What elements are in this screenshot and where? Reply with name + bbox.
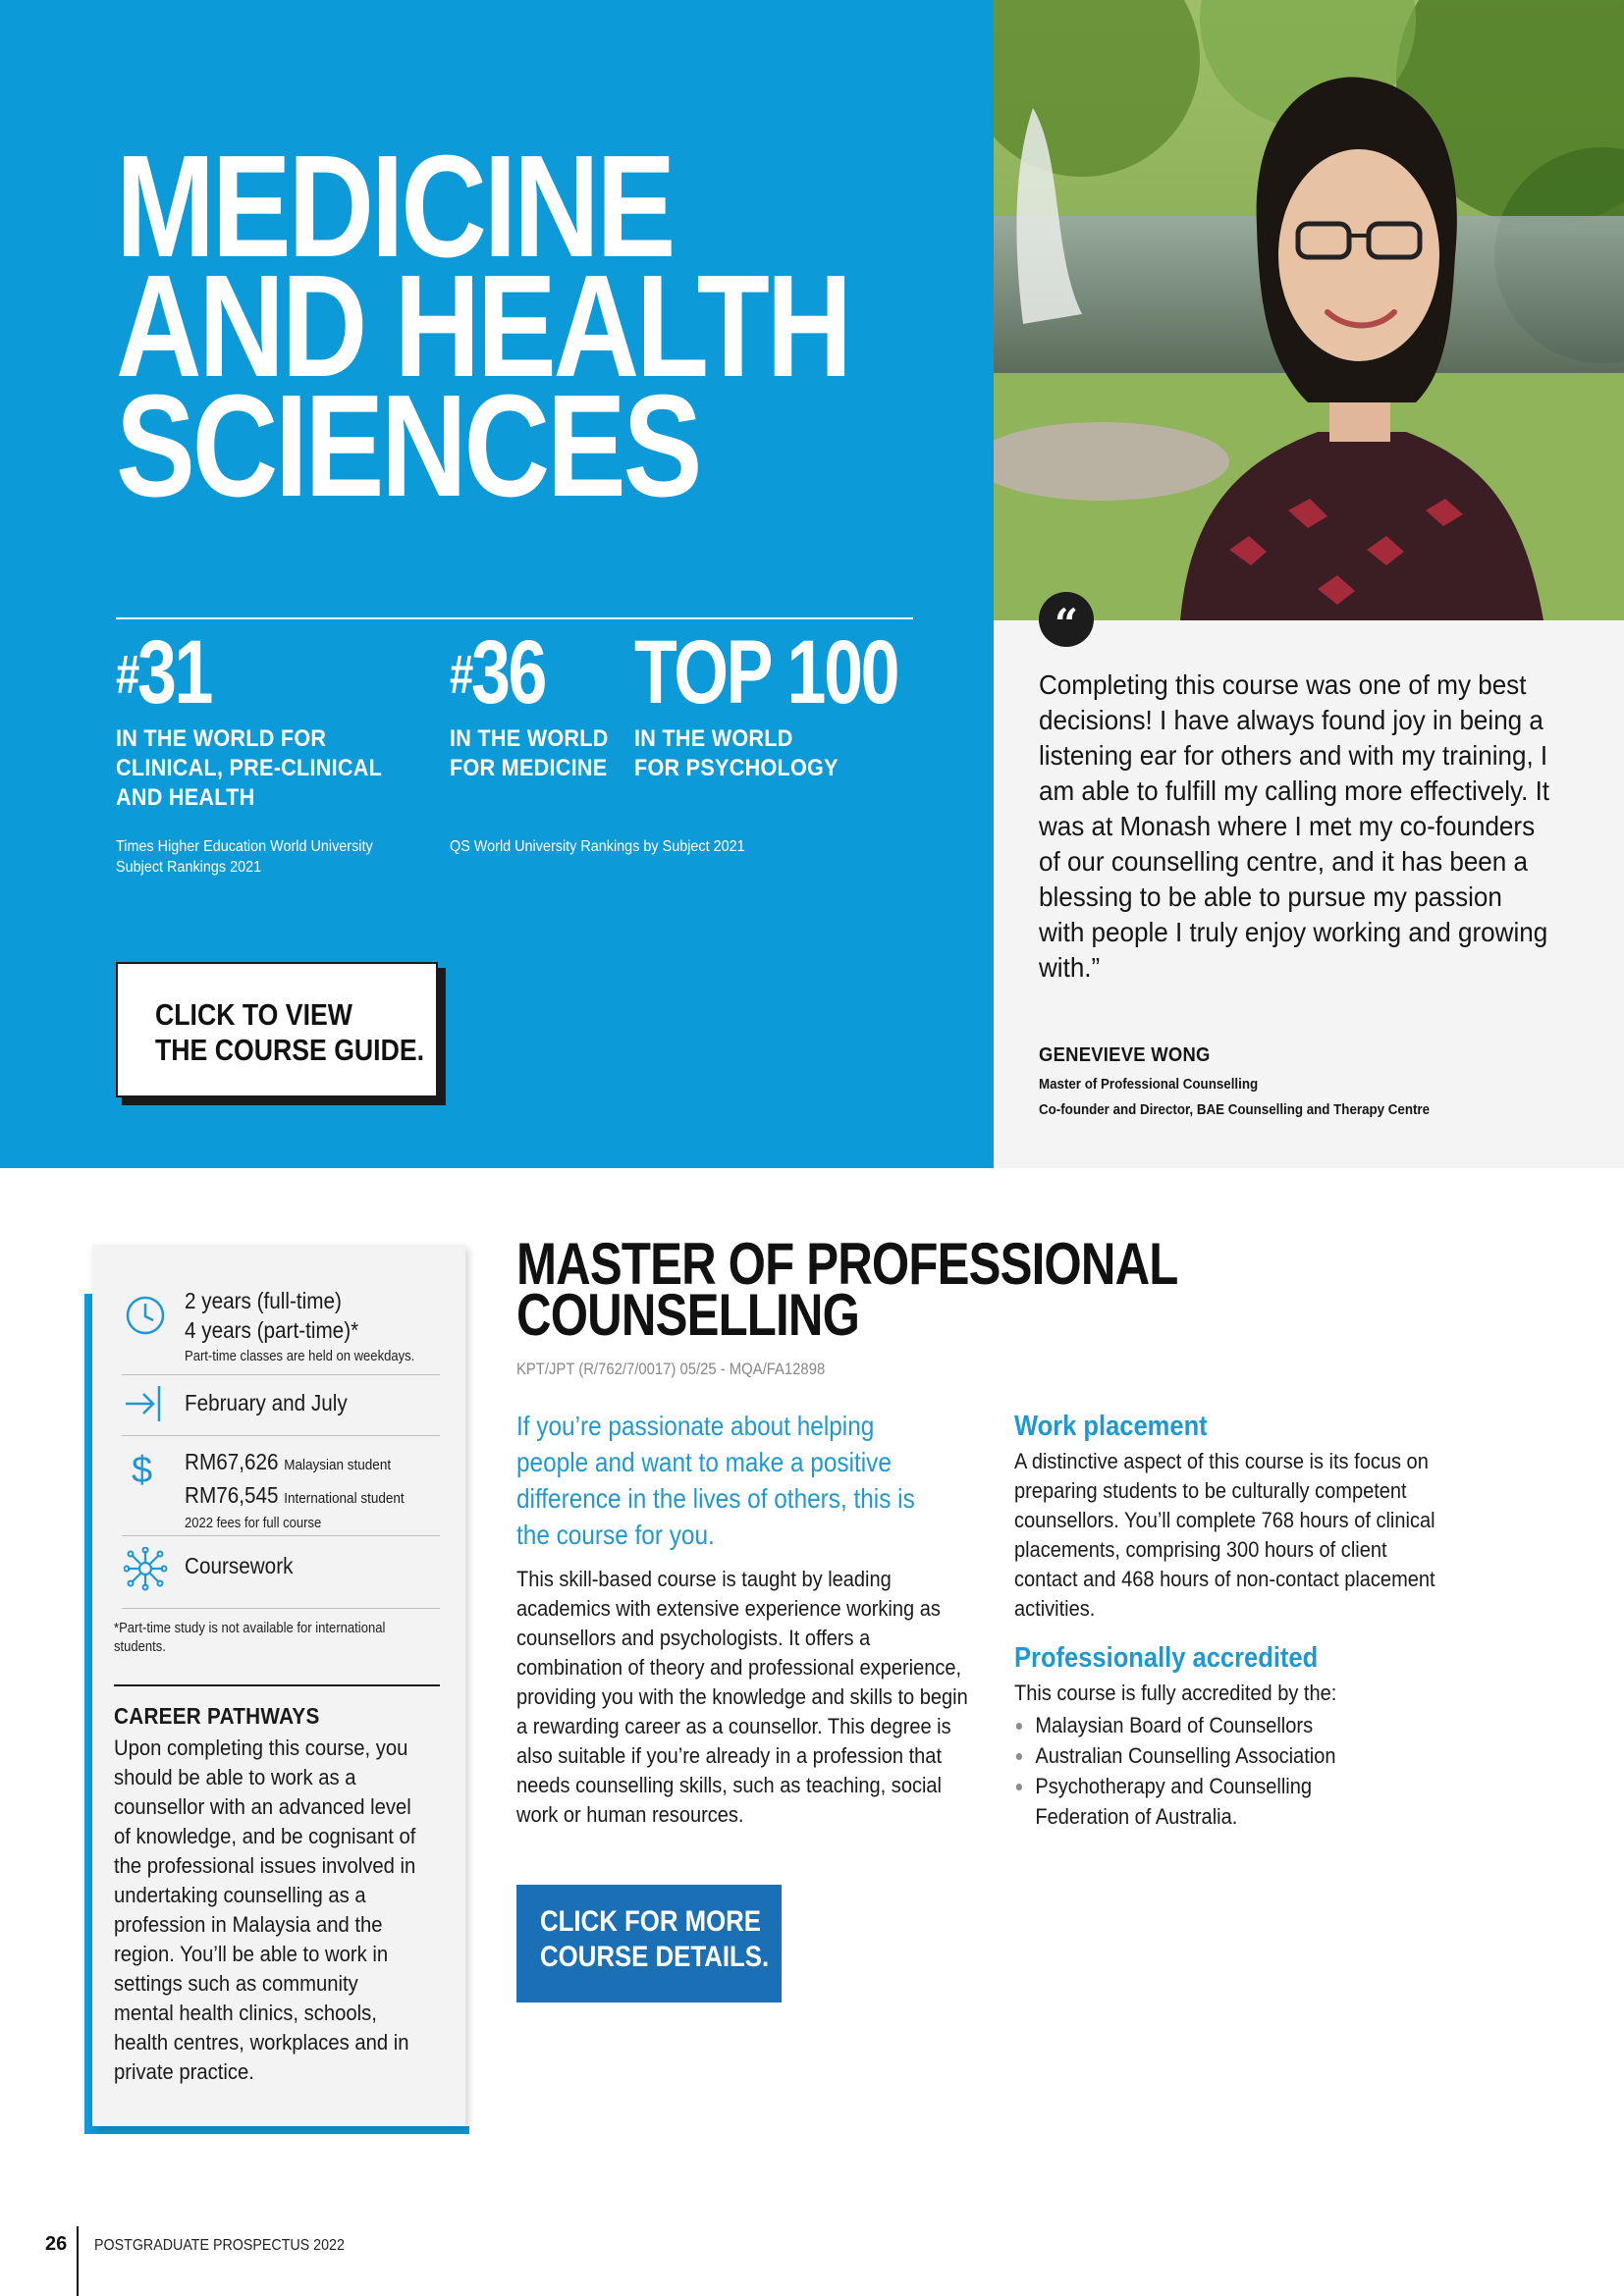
ranking-description: IN THE WORLD FOR MEDICINE [450, 725, 609, 781]
work-placement-text: A distinctive aspect of this course is its focus on preparing students to be culturally competent counsellors. You’ll complete 768 hours of clinical placements, comprising 300 hours of client contact and 468 hours of non-contact placement activities. [1014, 1449, 1435, 1621]
testimonial-role: Master of Professional Counselling [1039, 1077, 1259, 1093]
card-accent [84, 2126, 469, 2134]
card-accent [84, 1294, 92, 2134]
testimonial-quote: Completing this course was one of my best decisions! I have always found joy in being a listening ear for others and with my training, I am able to fulfill my calling more effectively. It was at Monash where I met my co-founders of our counselling centre, and it has been a blessing to be able to pursue my passion with people I truly enjoy working and growing with.” [1039, 669, 1550, 983]
divider [77, 2226, 79, 2296]
ranking-clinical [116, 622, 430, 878]
arrow-into-icon [124, 1382, 171, 1429]
career-pathways-heading: CAREER PATHWAYS [114, 1703, 320, 1729]
page-title: MEDICINE AND HEALTH SCIENCES [116, 126, 849, 527]
study-mode-row: Coursework [122, 1535, 440, 1609]
clock-icon [124, 1294, 171, 1341]
view-course-guide-button[interactable]: CLICK TO VIEW THE COURSE GUIDE. [116, 962, 438, 1097]
course-code: KPT/JPT (R/762/7/0017) 05/25 - MQA/FA12898 [516, 1361, 826, 1378]
testimonial-attribution [1039, 1042, 1464, 1123]
duration-row: 2 years (full-time) 4 years (part-time)* Part-time classes are held on weekdays. [122, 1280, 440, 1375]
testimonial-name: GENEVIEVE WONG [1039, 1044, 1211, 1066]
ranking-number: #36 [450, 622, 546, 722]
course-intro: If you’re passionate about helping people and want to make a positive difference in the lives of others, this is the course for you. [516, 1411, 915, 1550]
footnote: *Part-time study is not available for international students. [114, 1621, 386, 1655]
ranking-source: QS World University Rankings by Subject 2021 [450, 838, 745, 855]
ranking-number: #31 [116, 622, 212, 722]
course-title: MASTER OF PROFESSIONAL COUNSELLING [516, 1231, 1178, 1348]
accreditation-section [1014, 1641, 1564, 1832]
ranking-number: TOP 100 [634, 622, 898, 722]
quote-icon: “ [1039, 592, 1094, 647]
accreditation-heading: Professionally accredited [1014, 1642, 1319, 1674]
ranking-description: IN THE WORLD FOR PSYCHOLOGY [634, 725, 839, 781]
list-item: Australian Counselling Association [1014, 1740, 1381, 1771]
ranking-source: Times Higher Education World University Subject Rankings 2021 [116, 838, 373, 876]
testimonial-organisation: Co-founder and Director, BAE Counselling and Therapy Centre [1039, 1102, 1431, 1118]
list-item: Psychotherapy and Counselling Federation of Australia. [1014, 1771, 1381, 1832]
accreditation-intro: This course is fully accredited by the: [1014, 1681, 1337, 1705]
work-placement-heading: Work placement [1014, 1411, 1208, 1442]
divider [116, 617, 913, 619]
list-item: Malaysian Board of Counsellors [1014, 1710, 1381, 1740]
publication-name: POSTGRADUATE PROSPECTUS 2022 [94, 2237, 345, 2254]
course-description: This skill-based course is taught by leading academics with extensive experience working as counsellors and psychologists. It offers a combination of theory and professional experience, providing you with the knowledge and skills to begin a rewarding career as a counsellor. This degree is also suitable if you’re already in a profession that needs counselling skills, such as teaching, social work or human resources. [516, 1567, 968, 1827]
accreditor-list [1014, 1710, 1381, 1832]
fees-row: $ RM67,626 Malaysian student RM76,545 International student 2022 fees for full course [122, 1435, 440, 1536]
divider [114, 1684, 440, 1686]
work-placement-section [1014, 1410, 1564, 1624]
network-icon [124, 1547, 171, 1594]
svg-text:$: $ [132, 1450, 153, 1491]
course-details-button[interactable]: CLICK FOR MORE COURSE DETAILS. [516, 1885, 782, 2002]
career-pathways-text: Upon completing this course, you should be able to work as a counsellor with an advanced level of knowledge, and be cognisant of the professional issues involved in undertaking counselling as a profession in Malaysia and the region. You’ll be able to work in settings such as community mental health clinics, schools, health centres, workplaces and in private practice. [114, 1735, 416, 2084]
dollar-icon [124, 1445, 171, 1492]
page-number: 26 [45, 2233, 68, 2255]
graduate-photo [994, 0, 1624, 620]
ranking-psychology [634, 622, 929, 783]
ranking-description: IN THE WORLD FOR CLINICAL, PRE-CLINICAL AND HEALTH [116, 725, 383, 811]
intake-row: February and July [122, 1374, 440, 1436]
